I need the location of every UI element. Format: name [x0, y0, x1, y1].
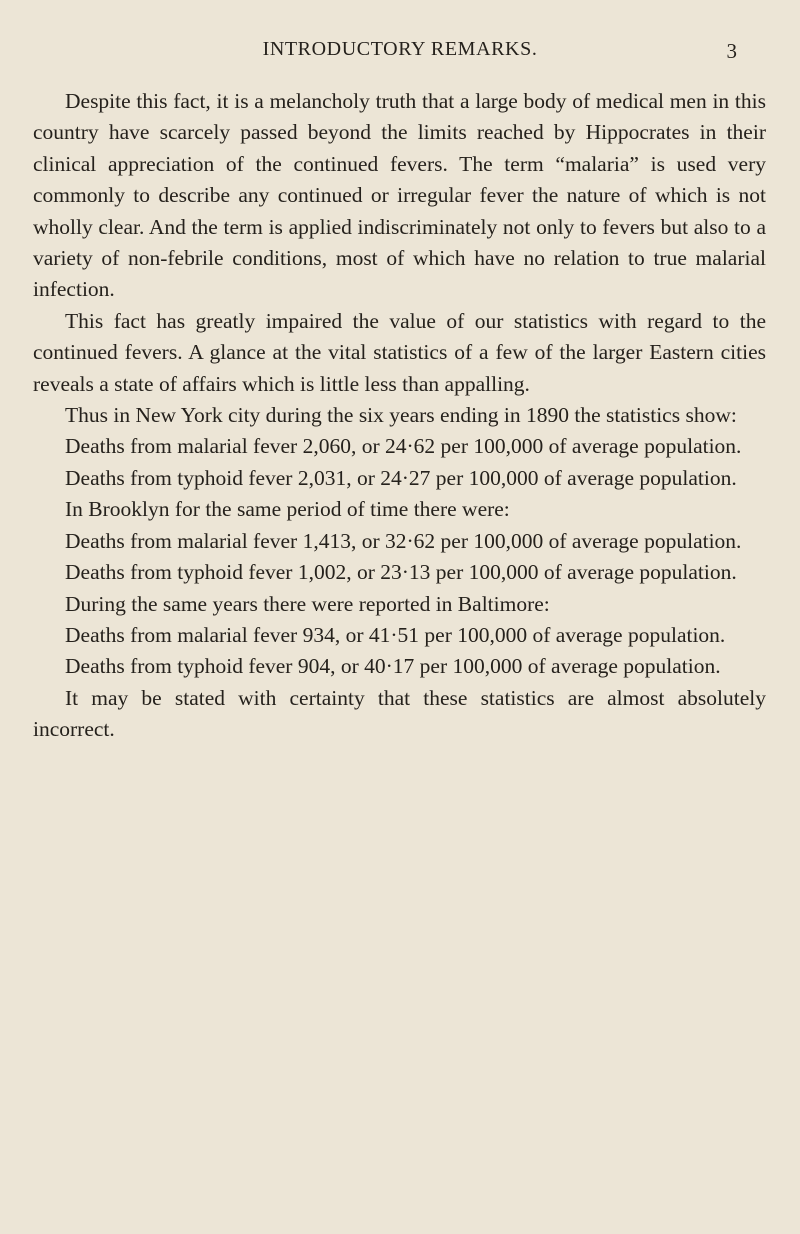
page-header — [60, 38, 740, 68]
paragraph: Despite this fact, it is a melancholy truth that a large body of medical men in this country have scarcely passed beyond the limits reached by Hippocrates in their clinical appreciation of the continued fevers. The term “malaria” is used very commonly to describe any continued or irregular fever the nature of which is not wholly clear. And the term is applied indiscriminately not only to fevers but also to a variety of non-febrile conditions, most of which have no relation to true malarial infection. — [33, 89, 766, 302]
paragraph: During the same years there were reported in Baltimore: — [65, 591, 550, 616]
statistic-entry: Deaths from typhoid fever 1,002, or 23·13 per 100,000 of average population. — [65, 560, 737, 585]
page-number: 3 — [726, 39, 737, 63]
statistic-entry: Deaths from malarial fever 1,413, or 32·62 per 100,000 of average population. — [65, 528, 742, 553]
paragraph: It may be stated with certainty that these statistics are almost absolutely incorrect. — [33, 685, 766, 742]
statistic-entry: Deaths from typhoid fever 904, or 40·17 per 100,000 of average population. — [65, 654, 721, 679]
paragraph: In Brooklyn for the same period of time there were: — [65, 497, 510, 522]
body-text — [33, 86, 766, 746]
statistic-entry: Deaths from malarial fever 934, or 41·51 per 100,000 of average population. — [65, 622, 726, 647]
paragraph: Thus in New York city during the six years ending in 1890 the statistics show: — [65, 403, 737, 428]
paragraph: This fact has greatly impaired the value of our statistics with regard to the continued fevers. A glance at the vital statistics of a few of the larger Eastern cities reveals a state of affairs which is little less than appalling. — [33, 308, 766, 396]
statistic-entry: Deaths from malarial fever 2,060, or 24·62 per 100,000 of average population. — [65, 434, 742, 459]
running-head: INTRODUCTORY REMARKS. — [262, 38, 538, 60]
statistic-entry: Deaths from typhoid fever 2,031, or 24·27 per 100,000 of average population. — [65, 465, 737, 490]
